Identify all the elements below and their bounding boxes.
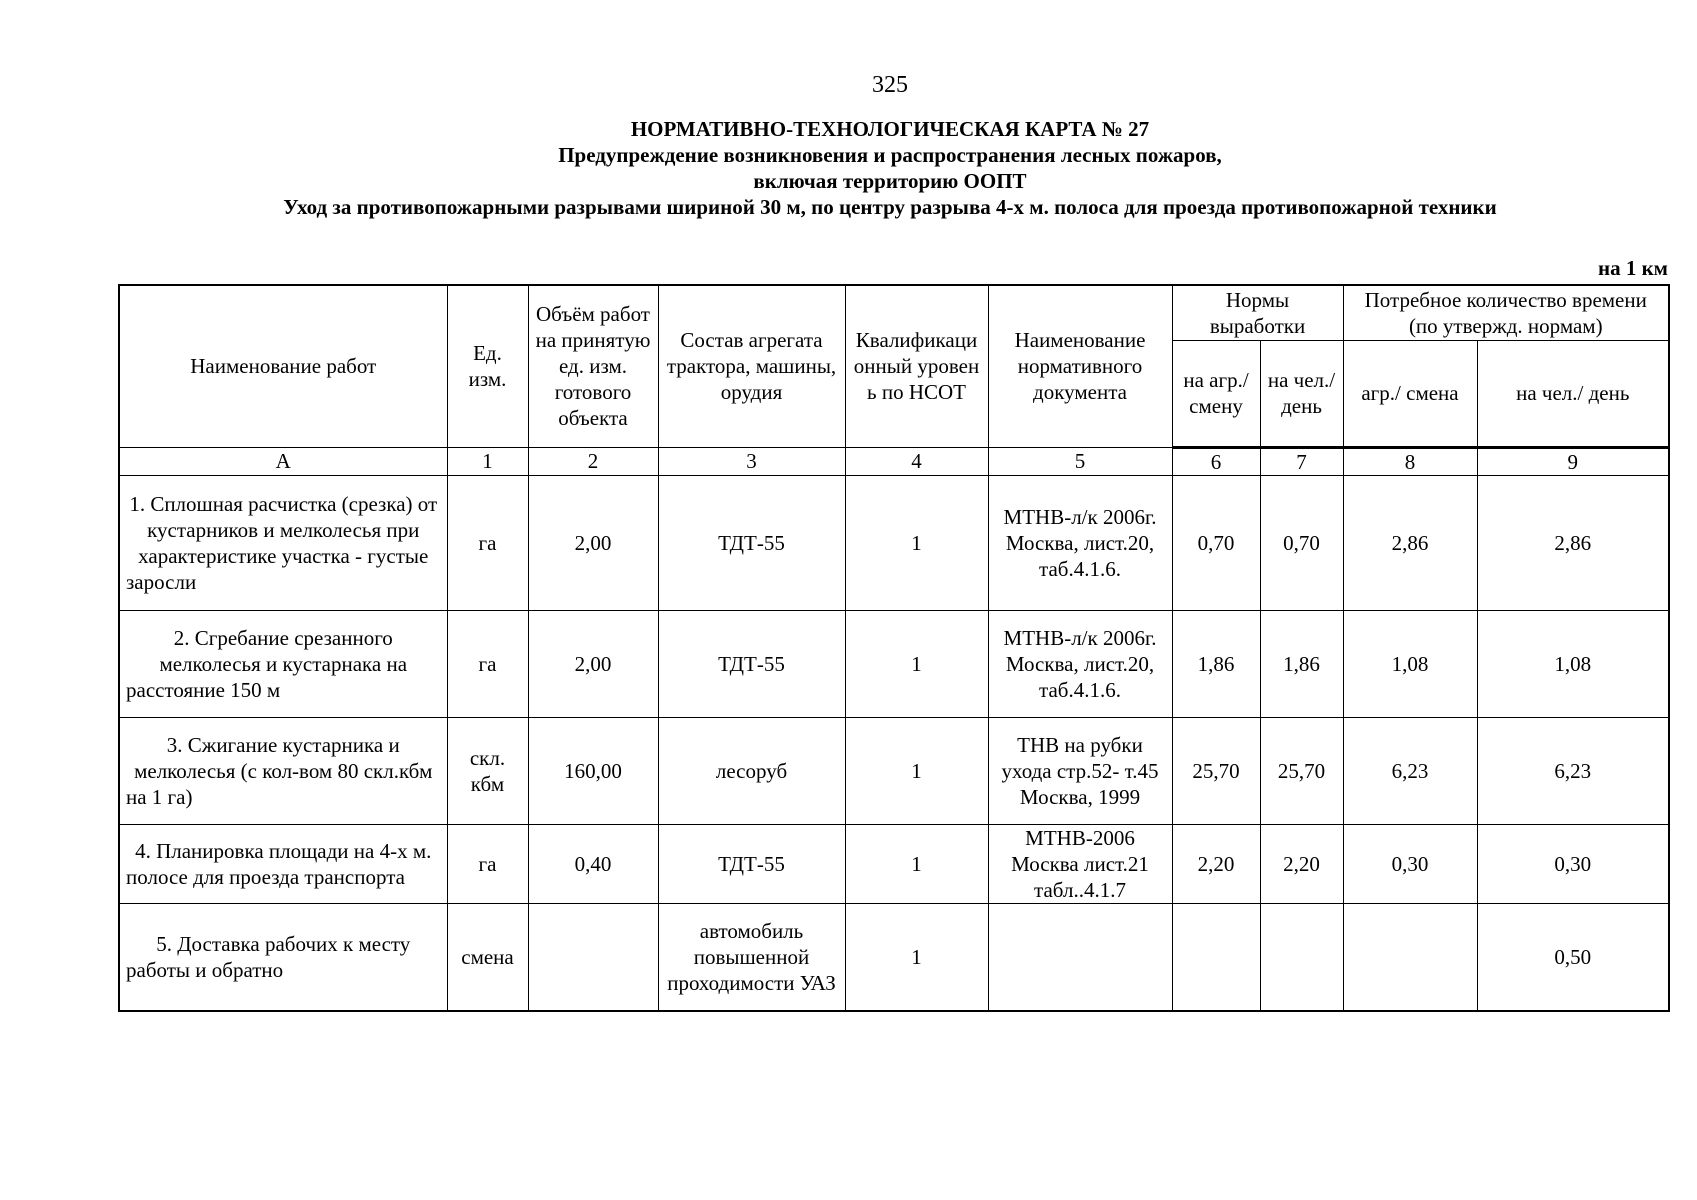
column-number: 8	[1343, 447, 1477, 475]
norms-table	[118, 284, 1670, 1012]
cell-composition: ТДТ-55	[658, 824, 845, 903]
cell-time-agr: 0,30	[1343, 824, 1477, 903]
cell-time-agr: 1,08	[1343, 610, 1477, 717]
cell-unit: га	[447, 824, 528, 903]
cell-norm-agr: 0,70	[1172, 475, 1260, 610]
cell-qualification: 1	[845, 717, 988, 824]
header-volume: Объём работ на принятую ед. изм. готового объекта	[528, 285, 658, 447]
cell-norm-man: 25,70	[1260, 717, 1343, 824]
card-subtitle-line2: включая территорию ООПТ	[753, 169, 1027, 193]
table-row	[119, 610, 1669, 717]
cell-norm-man: 2,20	[1260, 824, 1343, 903]
cell-composition: ТДТ-55	[658, 610, 845, 717]
cell-volume: 160,00	[528, 717, 658, 824]
cell-volume: 2,00	[528, 610, 658, 717]
cell-document: МТНВ-2006 Москва лист.21 табл..4.1.7	[988, 824, 1172, 903]
card-title: НОРМАТИВНО-ТЕХНОЛОГИЧЕСКАЯ КАРТА № 27	[630, 117, 1150, 141]
cell-norm-agr: 25,70	[1172, 717, 1260, 824]
header-norm-agr: на агр./ смену	[1172, 340, 1260, 447]
cell-norm-agr: 2,20	[1172, 824, 1260, 903]
cell-time-man: 0,30	[1477, 824, 1669, 903]
cell-document: МТНВ-л/к 2006г. Москва, лист.20, таб.4.1.6.	[988, 475, 1172, 610]
header-work-name: Наименование работ	[119, 285, 447, 447]
cell-unit: смена	[447, 903, 528, 1011]
cell-work-name: 4. Планировка площади на 4-х м. полосе для проезда транспорта	[119, 824, 447, 903]
column-number: 5	[988, 447, 1172, 475]
column-number: 2	[528, 447, 658, 475]
cell-composition: ТДТ-55	[658, 475, 845, 610]
cell-work-name: 1. Сплошная расчистка (срезка) от кустарников и мелколесья при характеристике участка - густые заросли	[119, 475, 447, 610]
cell-time-man: 1,08	[1477, 610, 1669, 717]
cell-unit: га	[447, 475, 528, 610]
header-time-group: Потребное количество времени (по утвержд. нормам)	[1343, 285, 1669, 340]
table-row	[119, 475, 1669, 610]
cell-time-agr: 6,23	[1343, 717, 1477, 824]
cell-composition: автомобиль повышенной проходимости УАЗ	[658, 903, 845, 1011]
cell-time-man: 6,23	[1477, 717, 1669, 824]
cell-norm-agr	[1172, 903, 1260, 1011]
cell-unit: скл. кбм	[447, 717, 528, 824]
cell-document: ТНВ на рубки ухода стр.52- т.45 Москва, 1999	[988, 717, 1172, 824]
table-row	[119, 717, 1669, 824]
cell-time-agr: 2,86	[1343, 475, 1477, 610]
cell-norm-man: 0,70	[1260, 475, 1343, 610]
cell-qualification: 1	[845, 475, 988, 610]
page-number: 325	[872, 72, 908, 98]
cell-work-name: 3. Сжигание кустарника и мелколесья (с кол-вом 80 скл.кбм на 1 га)	[119, 717, 447, 824]
column-number: 7	[1260, 447, 1343, 475]
cell-time-man: 0,50	[1477, 903, 1669, 1011]
column-number-row	[119, 447, 1669, 475]
header-time-agr: агр./ смена	[1343, 340, 1477, 447]
cell-document: МТНВ-л/к 2006г. Москва, лист.20, таб.4.1.6.	[988, 610, 1172, 717]
column-number: 6	[1172, 447, 1260, 475]
header-composition: Состав агрегата трактора, машины, орудия	[658, 285, 845, 447]
cell-composition: лесоруб	[658, 717, 845, 824]
header-qualification: Квалификационный уровень по НСОТ	[845, 285, 988, 447]
column-number: 9	[1477, 447, 1669, 475]
cell-unit: га	[447, 610, 528, 717]
cell-volume: 2,00	[528, 475, 658, 610]
table-row	[119, 824, 1669, 903]
document-headings	[0, 116, 1697, 220]
cell-work-name: 2. Сгребание срезанного мелколесья и кустарнака на расстояние 150 м	[119, 610, 447, 717]
header-norms-group: Нормы выработки	[1172, 285, 1343, 340]
cell-norm-man: 1,86	[1260, 610, 1343, 717]
cell-norm-agr: 1,86	[1172, 610, 1260, 717]
cell-work-name: 5. Доставка рабочих к месту работы и обратно	[119, 903, 447, 1011]
column-number: 1	[447, 447, 528, 475]
header-row-top	[119, 285, 1669, 340]
column-number: 3	[658, 447, 845, 475]
header-unit: Ед. изм.	[447, 285, 528, 447]
cell-qualification: 1	[845, 824, 988, 903]
cell-qualification: 1	[845, 610, 988, 717]
column-number: 4	[845, 447, 988, 475]
column-number: А	[119, 447, 447, 475]
table-row	[119, 903, 1669, 1011]
cell-qualification: 1	[845, 903, 988, 1011]
header-time-man: на чел./ день	[1477, 340, 1669, 447]
cell-time-man: 2,86	[1477, 475, 1669, 610]
cell-volume: 0,40	[528, 824, 658, 903]
card-description: Уход за противопожарными разрывами шириной 30 м, по центру разрыва 4-х м. полоса для проезда противопожарной техники	[283, 195, 1497, 219]
unit-note: на 1 км	[1597, 256, 1668, 280]
header-document: Наименование нормативного документа	[988, 285, 1172, 447]
cell-document	[988, 903, 1172, 1011]
cell-volume	[528, 903, 658, 1011]
cell-time-agr	[1343, 903, 1477, 1011]
cell-norm-man	[1260, 903, 1343, 1011]
header-norm-man: на чел./ день	[1260, 340, 1343, 447]
card-subtitle-line1: Предупреждение возникновения и распространения лесных пожаров,	[558, 143, 1222, 167]
